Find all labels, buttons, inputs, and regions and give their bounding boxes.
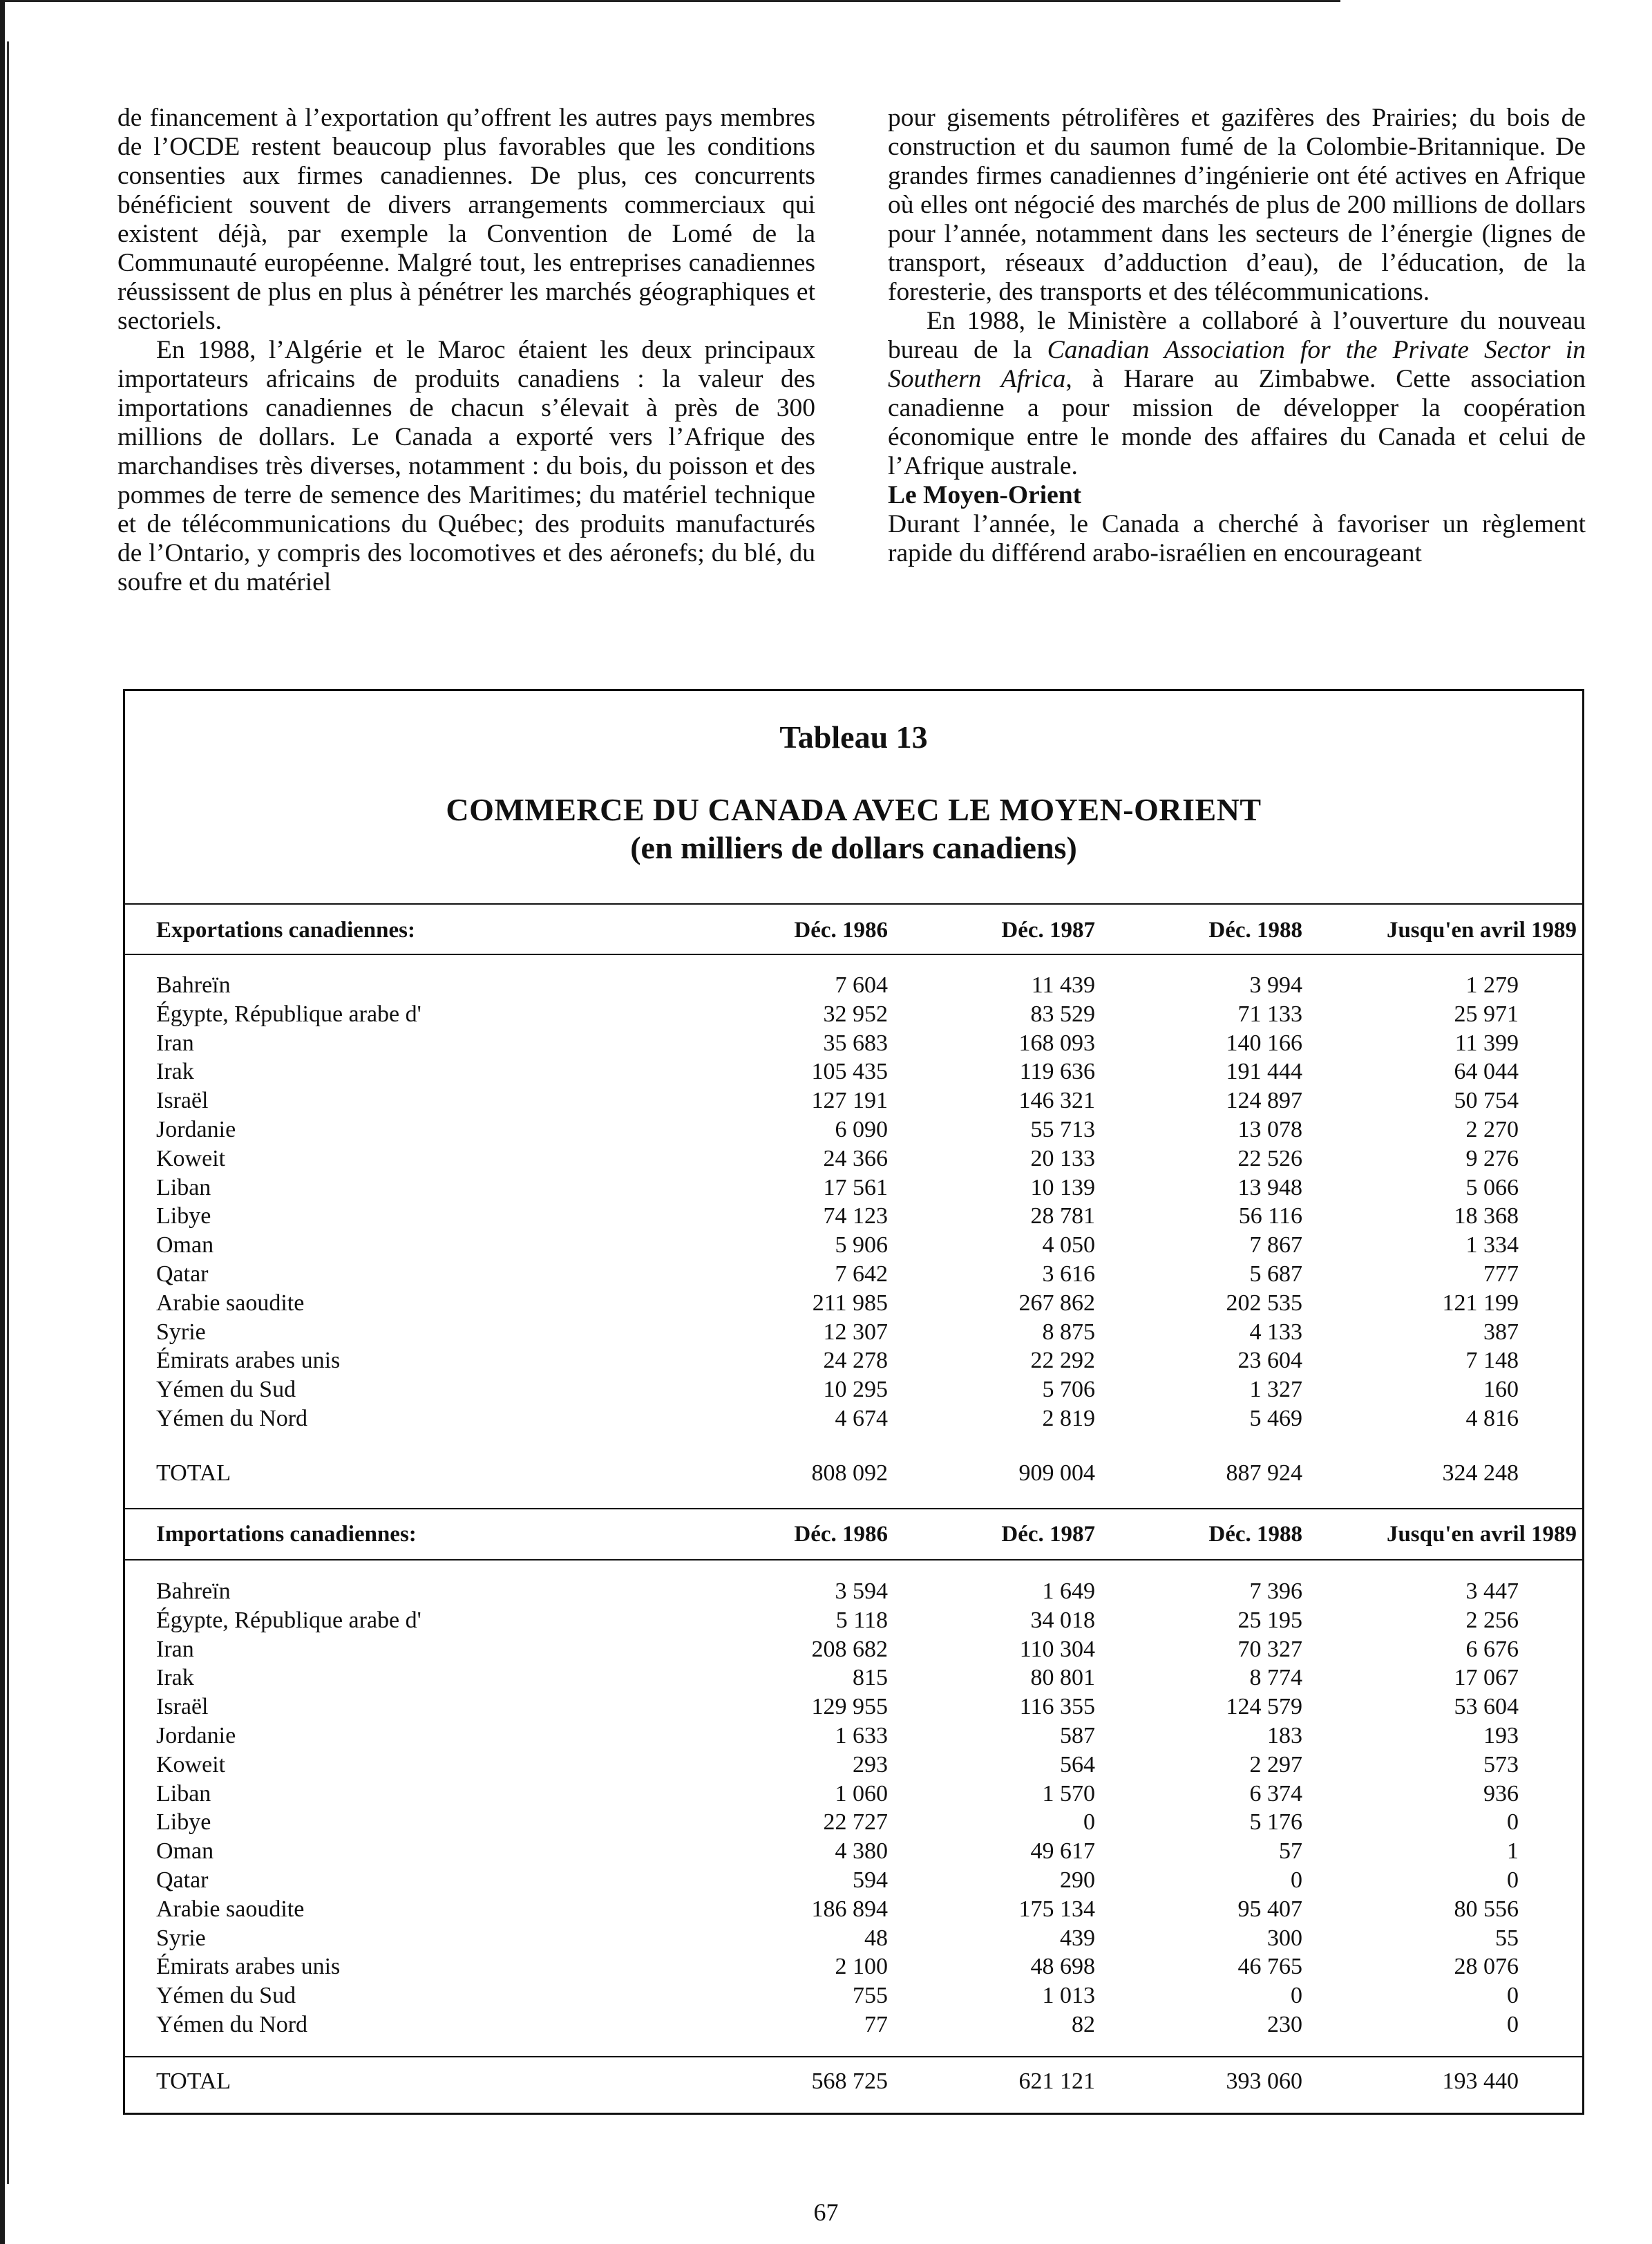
cell-value: 2 100 xyxy=(835,1954,888,1980)
cell-value: 3 447 xyxy=(1465,1578,1519,1604)
cell-value: 25 971 xyxy=(1454,1001,1519,1027)
table-row xyxy=(125,1057,1582,1086)
cell-value: 25 195 xyxy=(1237,1607,1302,1633)
country-name: Bahreïn xyxy=(156,1578,231,1604)
column-header: Déc. 1987 xyxy=(1001,1522,1095,1547)
country-name: Yémen du Sud xyxy=(156,1983,296,2009)
cell-value: 13 948 xyxy=(1237,1174,1302,1200)
cell-value: 183 xyxy=(1267,1722,1302,1748)
cell-value: 1 633 xyxy=(835,1722,888,1748)
cell-value: 5 469 xyxy=(1249,1405,1302,1431)
cell-value: 140 166 xyxy=(1226,1030,1302,1056)
table-row xyxy=(125,1693,1582,1722)
cell-value: 32 952 xyxy=(823,1001,888,1027)
exports-total-row xyxy=(125,1458,1582,1489)
country-name: Yémen du Sud xyxy=(156,1377,296,1403)
cell-value: 211 985 xyxy=(812,1290,888,1316)
cell-value: 146 321 xyxy=(1018,1088,1095,1114)
paragraph: En 1988, l’Algérie et le Maroc étaient les deux principaux importateurs africains de produits canadiens : la valeur des importations canadiennes de chacun s’élevait à près de 300 millions de dollars. Le Canada a exporté vers l’Afrique des marchandises très diverses, notamment : du bois, du poisson et des pommes de terre de semence des Maritimes; du matériel technique et de télécommunications du Québec; des produits manufacturés de l’Ontario, y compris des locomotives et des aéronefs; du blé, du soufre et du matériel xyxy=(117,336,815,596)
cell-value: 17 561 xyxy=(823,1174,888,1200)
column-header: Jusqu'en avril 1989 xyxy=(1386,1522,1577,1547)
table-row xyxy=(125,1981,1582,2010)
divider xyxy=(125,954,1582,955)
section-heading: Le Moyen-Orient xyxy=(888,481,1082,509)
country-name: Émirats arabes unis xyxy=(156,1954,341,1980)
cell-value: 1 060 xyxy=(835,1780,888,1807)
cell-value: 175 134 xyxy=(1018,1896,1095,1922)
right-column xyxy=(888,104,1586,568)
cell-value: 7 867 xyxy=(1249,1232,1302,1258)
divider xyxy=(125,2056,1582,2057)
cell-value: 129 955 xyxy=(811,1694,888,1720)
total-value: 568 725 xyxy=(811,2068,888,2094)
cell-value: 936 xyxy=(1483,1780,1519,1807)
cell-value: 815 xyxy=(853,1665,888,1691)
cell-value: 13 078 xyxy=(1237,1116,1302,1142)
country-name: Jordanie xyxy=(156,1116,236,1142)
cell-value: 56 116 xyxy=(1238,1203,1302,1229)
cell-value: 0 xyxy=(1291,1983,1302,2009)
total-value: 909 004 xyxy=(1018,1460,1095,1486)
table-row xyxy=(125,2010,1582,2039)
column-header: Déc. 1988 xyxy=(1208,918,1302,943)
cell-value: 3 616 xyxy=(1042,1261,1095,1287)
table-row xyxy=(125,971,1582,1000)
cell-value: 12 307 xyxy=(823,1319,888,1345)
cell-value: 70 327 xyxy=(1237,1636,1302,1662)
cell-value: 387 xyxy=(1483,1319,1519,1345)
cell-value: 160 xyxy=(1483,1377,1519,1403)
cell-value: 202 535 xyxy=(1226,1290,1302,1316)
paragraph-text: , à Harare au Zimbabwe. Cette association canadienne a pour mission de développer la coopération économique entre le monde des affaires du Canada et celui de l’Afrique australe. xyxy=(888,365,1586,480)
cell-value: 0 xyxy=(1291,1867,1302,1893)
country-name: Jordanie xyxy=(156,1722,236,1748)
table-row xyxy=(125,1952,1582,1981)
country-name: Libye xyxy=(156,1809,211,1836)
cell-value: 35 683 xyxy=(823,1030,888,1056)
cell-value: 10 295 xyxy=(823,1377,888,1403)
country-name: Qatar xyxy=(156,1867,209,1893)
column-header: Déc. 1987 xyxy=(1001,918,1095,943)
cell-value: 5 687 xyxy=(1249,1261,1302,1287)
cell-value: 110 304 xyxy=(1019,1636,1095,1662)
cell-value: 1 570 xyxy=(1042,1780,1095,1807)
cell-value: 48 698 xyxy=(1030,1954,1095,1980)
paragraph: de financement à l’exportation qu’offrent les autres pays membres de l’OCDE restent beaucoup plus favorables que les conditions consenties aux firmes canadiennes. De plus, ces concurrents bénéficient souvent de divers arrangements commerciaux qui existent déjà, par exemple la Convention de Lomé de la Communauté européenne. Malgré tout, les entreprises canadiennes réussissent de plus en plus à pénétrer les marchés géographiques et sectoriels. xyxy=(117,104,815,335)
total-label: TOTAL xyxy=(156,2068,231,2094)
cell-value: 8 774 xyxy=(1249,1665,1302,1691)
cell-value: 17 067 xyxy=(1454,1665,1519,1691)
table-13 xyxy=(123,689,1584,2115)
cell-value: 46 765 xyxy=(1237,1954,1302,1980)
cell-value: 127 191 xyxy=(811,1088,888,1114)
table-row xyxy=(125,1606,1582,1635)
cell-value: 11 439 xyxy=(1031,972,1095,998)
cell-value: 9 276 xyxy=(1465,1145,1519,1171)
table-row xyxy=(125,1375,1582,1404)
country-name: Yémen du Nord xyxy=(156,2011,308,2037)
country-name: Koweit xyxy=(156,1751,226,1778)
total-value: 324 248 xyxy=(1442,1460,1519,1486)
country-name: Libye xyxy=(156,1203,211,1229)
cell-value: 230 xyxy=(1267,2011,1302,2037)
cell-value: 34 018 xyxy=(1030,1607,1095,1633)
cell-value: 0 xyxy=(1083,1809,1095,1836)
table-row xyxy=(125,1722,1582,1751)
cell-value: 119 636 xyxy=(1019,1059,1095,1085)
country-name: Iran xyxy=(156,1636,194,1662)
cell-value: 23 604 xyxy=(1237,1348,1302,1374)
cell-value: 293 xyxy=(853,1751,888,1778)
country-name: Irak xyxy=(156,1059,194,1085)
paragraph: pour gisements pétrolifères et gazifères des Prairies; du bois de construction et du saumon fumé de la Colombie-Britannique. De grandes firmes canadiennes d’ingénierie ont été actives en Afrique où elles ont négocié des marchés de plus de 200 millions de dollars pour l’année, notamment dans les secteurs de l’énergie (lignes de transport, réseaux d’adduction d’eau), de l’éducation, de la foresterie, des transports et des télécommunications. xyxy=(888,104,1586,306)
cell-value: 1 327 xyxy=(1249,1377,1302,1403)
table-row xyxy=(125,1029,1582,1058)
total-value: 887 924 xyxy=(1226,1460,1302,1486)
table-row xyxy=(125,1751,1582,1780)
cell-value: 1 013 xyxy=(1042,1983,1095,2009)
country-name: Oman xyxy=(156,1838,214,1865)
top-rule xyxy=(0,0,1340,2)
column-header: Déc. 1988 xyxy=(1208,1522,1302,1547)
cell-value: 20 133 xyxy=(1030,1145,1095,1171)
cell-value: 80 556 xyxy=(1454,1896,1519,1922)
scan-edge-inner xyxy=(7,41,9,2184)
column-header: Jusqu'en avril 1989 xyxy=(1386,918,1577,943)
table-row xyxy=(125,1144,1582,1173)
cell-value: 124 579 xyxy=(1226,1694,1302,1720)
country-name: Arabie saoudite xyxy=(156,1896,305,1922)
cell-value: 1 279 xyxy=(1465,972,1519,998)
table-row xyxy=(125,1202,1582,1231)
country-name: Liban xyxy=(156,1780,211,1807)
table-row xyxy=(125,1086,1582,1115)
table-row xyxy=(125,1866,1582,1895)
country-name: Émirats arabes unis xyxy=(156,1348,341,1374)
cell-value: 80 801 xyxy=(1030,1665,1095,1691)
paragraph: Durant l’année, le Canada a cherché à favoriser un règlement rapide du différend arabo-israélien en encourageant xyxy=(888,510,1586,567)
cell-value: 290 xyxy=(1060,1867,1095,1893)
imports-total-row xyxy=(125,2066,1582,2097)
table-row xyxy=(125,1404,1582,1433)
table-row xyxy=(125,1115,1582,1144)
cell-value: 4 050 xyxy=(1042,1232,1095,1258)
cell-value: 4 816 xyxy=(1465,1405,1519,1431)
cell-value: 777 xyxy=(1483,1261,1519,1287)
country-name: Égypte, République arabe d' xyxy=(156,1607,421,1633)
cell-value: 439 xyxy=(1060,1925,1095,1951)
cell-value: 83 529 xyxy=(1030,1001,1095,1027)
cell-value: 95 407 xyxy=(1237,1896,1302,1922)
cell-value: 82 xyxy=(1072,2011,1095,2037)
cell-value: 0 xyxy=(1507,1983,1519,2009)
table-number: Tableau 13 xyxy=(779,719,928,755)
table-row xyxy=(125,1808,1582,1837)
cell-value: 77 xyxy=(864,2011,888,2037)
paragraph-text: En 1988, le Ministère a collaboré à l’ouverture du nouveau bureau de la xyxy=(888,307,1586,364)
cell-value: 71 133 xyxy=(1237,1001,1302,1027)
country-name: Liban xyxy=(156,1174,211,1200)
cell-value: 193 xyxy=(1483,1722,1519,1748)
cell-value: 53 604 xyxy=(1454,1694,1519,1720)
cell-value: 0 xyxy=(1507,2011,1519,2037)
cell-value: 1 649 xyxy=(1042,1578,1095,1604)
cell-value: 11 399 xyxy=(1454,1030,1519,1056)
cell-value: 564 xyxy=(1060,1751,1095,1778)
cell-value: 3 594 xyxy=(835,1578,888,1604)
total-value: 621 121 xyxy=(1018,2068,1095,2094)
exports-label: Exportations canadiennes: xyxy=(156,918,415,943)
table-row xyxy=(125,1635,1582,1664)
cell-value: 7 396 xyxy=(1249,1578,1302,1604)
cell-value: 5 706 xyxy=(1042,1377,1095,1403)
cell-value: 5 906 xyxy=(835,1232,888,1258)
exports-table-body xyxy=(125,971,1582,1433)
cell-value: 1 334 xyxy=(1465,1232,1519,1258)
table-row xyxy=(125,1895,1582,1924)
scan-edge xyxy=(0,0,5,2244)
divider xyxy=(125,1559,1582,1561)
cell-value: 1 xyxy=(1507,1838,1519,1865)
organization-name: Canadian Association for the Private Sector in Southern Africa xyxy=(888,336,1586,393)
cell-value: 121 199 xyxy=(1442,1290,1519,1316)
cell-value: 18 368 xyxy=(1454,1203,1519,1229)
divider xyxy=(125,903,1582,905)
cell-value: 4 674 xyxy=(835,1405,888,1431)
cell-value: 74 123 xyxy=(823,1203,888,1229)
cell-value: 2 819 xyxy=(1042,1405,1095,1431)
imports-label: Importations canadiennes: xyxy=(156,1522,417,1547)
cell-value: 55 xyxy=(1495,1925,1519,1951)
cell-value: 105 435 xyxy=(811,1059,888,1085)
country-name: Syrie xyxy=(156,1319,206,1345)
cell-value: 6 676 xyxy=(1465,1636,1519,1662)
cell-value: 55 713 xyxy=(1030,1116,1095,1142)
cell-value: 50 754 xyxy=(1454,1088,1519,1114)
cell-value: 5 176 xyxy=(1249,1809,1302,1836)
table-row xyxy=(125,1000,1582,1029)
imports-table-body xyxy=(125,1577,1582,2039)
cell-value: 22 526 xyxy=(1237,1145,1302,1171)
cell-value: 6 090 xyxy=(835,1116,888,1142)
exports-header-row xyxy=(125,909,1582,951)
country-name: Égypte, République arabe d' xyxy=(156,1001,421,1027)
table-title: COMMERCE DU CANADA AVEC LE MOYEN-ORIENT xyxy=(446,792,1262,827)
cell-value: 124 897 xyxy=(1226,1088,1302,1114)
table-subtitle: (en milliers de dollars canadiens) xyxy=(630,830,1077,865)
country-name: Israël xyxy=(156,1694,209,1720)
country-name: Qatar xyxy=(156,1261,209,1287)
cell-value: 7 604 xyxy=(835,972,888,998)
cell-value: 116 355 xyxy=(1019,1694,1095,1720)
table-row xyxy=(125,1780,1582,1809)
cell-value: 168 093 xyxy=(1018,1030,1095,1056)
total-value: 808 092 xyxy=(811,1460,888,1486)
country-name: Oman xyxy=(156,1232,214,1258)
country-name: Yémen du Nord xyxy=(156,1405,308,1431)
page-number: 67 xyxy=(813,2198,839,2226)
cell-value: 22 727 xyxy=(823,1809,888,1836)
cell-value: 2 270 xyxy=(1465,1116,1519,1142)
cell-value: 22 292 xyxy=(1030,1348,1095,1374)
paragraph xyxy=(888,307,1586,481)
cell-value: 2 297 xyxy=(1249,1751,1302,1778)
left-column xyxy=(117,104,815,597)
country-name: Bahreïn xyxy=(156,972,231,998)
table-row xyxy=(125,1346,1582,1375)
cell-value: 573 xyxy=(1483,1751,1519,1778)
cell-value: 28 781 xyxy=(1030,1203,1095,1229)
cell-value: 0 xyxy=(1507,1867,1519,1893)
cell-value: 755 xyxy=(853,1983,888,2009)
cell-value: 48 xyxy=(864,1925,888,1951)
total-value: 193 440 xyxy=(1442,2068,1519,2094)
cell-value: 28 076 xyxy=(1454,1954,1519,1980)
country-name: Syrie xyxy=(156,1925,206,1951)
country-name: Israël xyxy=(156,1088,209,1114)
column-header: Déc. 1986 xyxy=(794,918,888,943)
table-row xyxy=(125,1231,1582,1260)
imports-header-row xyxy=(125,1514,1582,1555)
total-label: TOTAL xyxy=(156,1460,231,1486)
cell-value: 208 682 xyxy=(811,1636,888,1662)
cell-value: 10 139 xyxy=(1030,1174,1095,1200)
total-value: 393 060 xyxy=(1226,2068,1302,2094)
cell-value: 4 380 xyxy=(835,1838,888,1865)
cell-value: 6 374 xyxy=(1249,1780,1302,1807)
cell-value: 3 994 xyxy=(1249,972,1302,998)
cell-value: 4 133 xyxy=(1249,1319,1302,1345)
cell-value: 5 118 xyxy=(835,1607,888,1633)
divider xyxy=(125,1508,1582,1509)
table-row xyxy=(125,1318,1582,1347)
cell-value: 587 xyxy=(1060,1722,1095,1748)
table-row xyxy=(125,1260,1582,1289)
cell-value: 300 xyxy=(1267,1925,1302,1951)
cell-value: 57 xyxy=(1279,1838,1302,1865)
cell-value: 7 642 xyxy=(835,1261,888,1287)
table-row xyxy=(125,1173,1582,1203)
cell-value: 49 617 xyxy=(1030,1838,1095,1865)
cell-value: 594 xyxy=(853,1867,888,1893)
cell-value: 8 875 xyxy=(1042,1319,1095,1345)
table-row xyxy=(125,1663,1582,1693)
cell-value: 7 148 xyxy=(1465,1348,1519,1374)
table-row xyxy=(125,1837,1582,1866)
cell-value: 191 444 xyxy=(1226,1059,1302,1085)
cell-value: 0 xyxy=(1507,1809,1519,1836)
country-name: Iran xyxy=(156,1030,194,1056)
cell-value: 24 278 xyxy=(823,1348,888,1374)
cell-value: 186 894 xyxy=(811,1896,888,1922)
country-name: Arabie saoudite xyxy=(156,1290,305,1316)
table-row xyxy=(125,1924,1582,1953)
table-row xyxy=(125,1577,1582,1606)
cell-value: 267 862 xyxy=(1018,1290,1095,1316)
country-name: Koweit xyxy=(156,1145,226,1171)
cell-value: 2 256 xyxy=(1465,1607,1519,1633)
column-header: Déc. 1986 xyxy=(794,1522,888,1547)
table-row xyxy=(125,1289,1582,1318)
cell-value: 64 044 xyxy=(1454,1059,1519,1085)
country-name: Irak xyxy=(156,1665,194,1691)
cell-value: 5 066 xyxy=(1465,1174,1519,1200)
cell-value: 24 366 xyxy=(823,1145,888,1171)
